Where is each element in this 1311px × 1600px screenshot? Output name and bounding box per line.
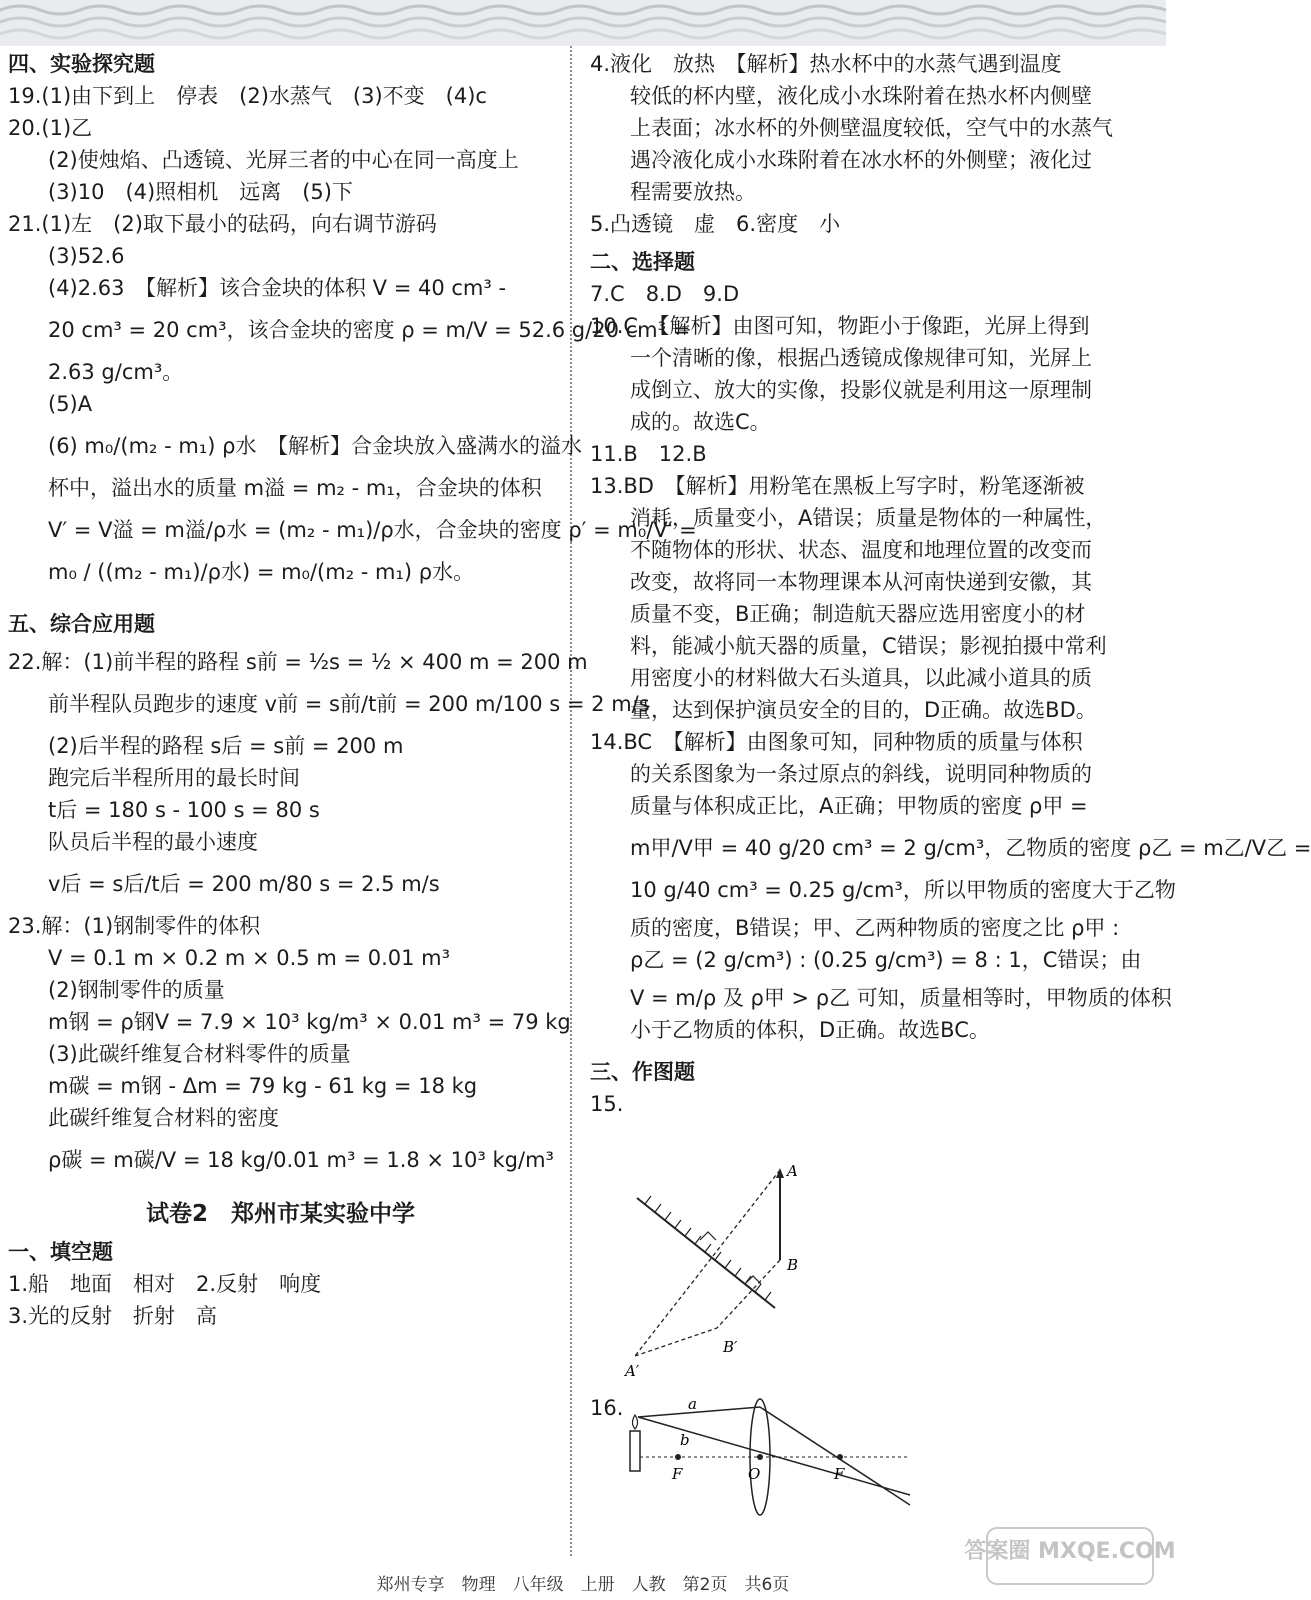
label-F-left: F (672, 1465, 683, 1483)
paper2-answer-1: 1.船 地面 相对 2.反射 响度 (8, 1272, 322, 1296)
answer-4-1: 4.液化 放热 【解析】热水杯中的水蒸气遇到温度 (590, 52, 1062, 76)
label-A-prime: A′ (625, 1362, 640, 1380)
answer-21-6: (5)A (48, 392, 93, 416)
answer-4-3: 上表面；冰水杯的外侧壁温度较低，空气中的水蒸气 (630, 116, 1113, 140)
answer-20-1: 20.(1)乙 (8, 116, 93, 140)
answer-13-4: 改变，故将同一本物理课本从河南快递到安徽，其 (630, 570, 1092, 594)
answer-13-8: 量，达到保护演员安全的目的，D正确。故选BD。 (630, 698, 1097, 722)
answer-14-6: 质的密度，B错误；甲、乙两种物质的密度之比 ρ甲 : (630, 916, 1120, 940)
answer-22-3: (2)后半程的路程 s后 = s前 = 200 m (48, 734, 404, 758)
answer-19: 19.(1)由下到上 停表 (2)水蒸气 (3)不变 (4)c (8, 84, 487, 108)
answer-13-6: 料，能减小航天器的质量，C错误；影视拍摄中常利 (630, 634, 1107, 658)
label-B: B (787, 1256, 799, 1274)
page-footer: 郑州专享 物理 八年级 上册 人教 第2页 共6页 (376, 1575, 790, 1595)
answer-21-8: 杯中，溢出水的质量 m溢 = m₂ - m₁，合金块的体积 (48, 476, 542, 500)
answer-10-1: 10.C 【解析】由图可知，物距小于像距，光屏上得到 (590, 314, 1090, 338)
optical-center (757, 1454, 763, 1460)
candle-flame (633, 1415, 638, 1429)
answer-21-1: 21.(1)左 (2)取下最小的砝码，向右调节游码 (8, 212, 437, 236)
answer-10-4: 成的。故选C。 (630, 410, 771, 434)
answer-22-7: v后 = s后/t后 = 200 m/80 s = 2.5 m/s (48, 872, 440, 896)
answer-11-12: 11.B 12.B (590, 442, 707, 466)
answer-15-label: 15. (590, 1092, 624, 1116)
section-title-experiment: 四、实验探究题 (8, 52, 155, 76)
answer-5-6: 5.凸透镜 虚 6.密度 小 (590, 212, 841, 236)
label-F-right: F (834, 1465, 845, 1483)
answer-13-1: 13.BD 【解析】用粉笔在黑板上写字时，粉笔逐渐被 (590, 474, 1085, 498)
answer-14-8: V = m/ρ 及 ρ甲 > ρ乙 可知，质量相等时，甲物质的体积 (630, 986, 1172, 1010)
answer-23-3: (2)钢制零件的质量 (48, 978, 225, 1002)
answer-22-5: t后 = 180 s - 100 s = 80 s (48, 798, 320, 822)
answer-10-3: 成倒立、放大的实像，投影仪就是利用这一原理制 (630, 378, 1092, 402)
right-column (590, 48, 1311, 1120)
answer-21-3: (4)2.63 【解析】该合金块的体积 V = 40 cm³ - (48, 276, 507, 300)
label-O: O (748, 1465, 761, 1483)
section-title-choice: 二、选择题 (590, 250, 695, 274)
answer-21-9: V′ = V溢 = m溢/ρ水 = (m₂ - m₁)/ρ水，合金块的密度 ρ′ = m₀/V′ = (48, 518, 697, 542)
right-angle-mark-1 (700, 1232, 716, 1240)
answer-22-1: 22.解：(1)前半程的路程 s前 = ½s = ½ × 400 m = 200 m (8, 650, 588, 674)
section-title-application: 五、综合应用题 (8, 612, 155, 636)
answer-22-2: 前半程队员跑步的速度 v前 = s前/t前 = 200 m/100 s = 2 m/s (48, 692, 650, 716)
answer-21-2: (3)52.6 (48, 244, 125, 268)
figure-15-mirror-diagram (625, 1160, 845, 1390)
answer-14-9: 小于乙物质的体积，D正确。故选BC。 (630, 1018, 990, 1042)
answer-23-2: V = 0.1 m × 0.2 m × 0.5 m = 0.01 m³ (48, 946, 451, 970)
ray-a-refracted (760, 1407, 910, 1505)
paper2-answer-3: 3.光的反射 折射 高 (8, 1304, 218, 1328)
dashed-A-A2 (635, 1170, 780, 1356)
section-title-fill-blank: 一、填空题 (8, 1240, 113, 1264)
arrow-head-A (776, 1168, 784, 1178)
answer-23-8: ρ碳 = m碳/V = 18 kg/0.01 m³ = 1.8 × 10³ kg/m³ (48, 1148, 554, 1172)
answer-22-4: 跑完后半程所用的最长时间 (48, 766, 300, 790)
answer-23-6: m碳 = m钢 - Δm = 79 kg - 61 kg = 18 kg (48, 1074, 478, 1098)
answer-4-5: 程需要放热。 (630, 180, 756, 204)
label-ray-a: a (688, 1395, 697, 1413)
answer-21-7: (6) m₀/(m₂ - m₁) ρ水 【解析】合金块放入盛满水的溢水 (48, 434, 582, 458)
answer-23-5: (3)此碳纤维复合材料零件的质量 (48, 1042, 351, 1066)
answer-4-2: 较低的杯内壁，液化成小水珠附着在热水杯内侧壁 (630, 84, 1092, 108)
answer-20-3: (3)10 (4)照相机 远离 (5)下 (48, 180, 353, 204)
answer-13-2: 消耗，质量变小，A错误；质量是物体的一种属性， (630, 506, 1107, 530)
answer-23-7: 此碳纤维复合材料的密度 (48, 1106, 279, 1130)
answer-21-5: 2.63 g/cm³。 (48, 360, 184, 384)
answer-10-2: 一个清晰的像，根据凸透镜成像规律可知，光屏上 (630, 346, 1092, 370)
image-A2B2 (635, 1328, 717, 1356)
answer-23-1: 23.解：(1)钢制零件的体积 (8, 914, 261, 938)
label-B-prime: B′ (723, 1338, 738, 1356)
mirror-line (637, 1198, 775, 1308)
ray-a-incident (638, 1407, 760, 1417)
answer-14-5: 10 g/40 cm³ = 0.25 g/cm³，所以甲物质的密度大于乙物 (630, 878, 1176, 902)
answer-20-2: (2)使烛焰、凸透镜、光屏三者的中心在同一高度上 (48, 148, 519, 172)
answer-14-4: m甲/V甲 = 40 g/20 cm³ = 2 g/cm³，乙物质的密度 ρ乙 = m乙/V乙 = (630, 836, 1311, 860)
paper-2-title: 试卷2 郑州市某实验中学 (145, 1201, 415, 1227)
answer-14-3: 质量与体积成正比，A正确；甲物质的密度 ρ甲 = (630, 794, 1088, 818)
answer-13-3: 不随物体的形状、状态、温度和地理位置的改变而 (630, 538, 1092, 562)
mirror-hatching (645, 1196, 771, 1300)
answer-13-7: 用密度小的材料做大石头道具，以此减小道具的质 (630, 666, 1092, 690)
label-A: A (787, 1162, 798, 1180)
answer-23-4: m钢 = ρ钢V = 7.9 × 10³ kg/m³ × 0.01 m³ = 79 kg (48, 1010, 571, 1034)
figure-16-lens-diagram (620, 1395, 920, 1515)
answer-16-label: 16. (590, 1396, 624, 1420)
answer-14-2: 的关系图象为一条过原点的斜线，说明同种物质的 (630, 762, 1092, 786)
candle (630, 1431, 640, 1471)
answer-14-7: ρ乙 = (2 g/cm³) : (0.25 g/cm³) = 8 : 1，C错误；由 (630, 948, 1142, 972)
answer-4-4: 遇冷液化成小水珠附着在冰水杯的外侧壁；液化过 (630, 148, 1092, 172)
answer-7-9: 7.C 8.D 9.D (590, 282, 740, 306)
answer-21-10: m₀ / ((m₂ - m₁)/ρ水) = m₀/(m₂ - m₁) ρ水。 (48, 560, 475, 584)
section-title-drawing: 三、作图题 (590, 1060, 695, 1084)
top-wave-band (0, 0, 1166, 46)
column-divider (570, 46, 572, 1556)
label-ray-b: b (680, 1431, 690, 1449)
answer-13-5: 质量不变，B正确；制造航天器应选用密度小的材 (630, 602, 1086, 626)
focal-point-left (675, 1454, 681, 1460)
watermark-text: 答案圈 MXQE.COM (964, 1539, 1176, 1564)
focal-point-right (837, 1454, 843, 1460)
answer-22-6: 队员后半程的最小速度 (48, 830, 258, 854)
answer-14-1: 14.BC 【解析】由图象可知，同种物质的质量与体积 (590, 730, 1083, 754)
answer-21-4: 20 cm³ = 20 cm³，该合金块的密度 ρ = m/V = 52.6 g/20 cm³ = (48, 318, 691, 342)
